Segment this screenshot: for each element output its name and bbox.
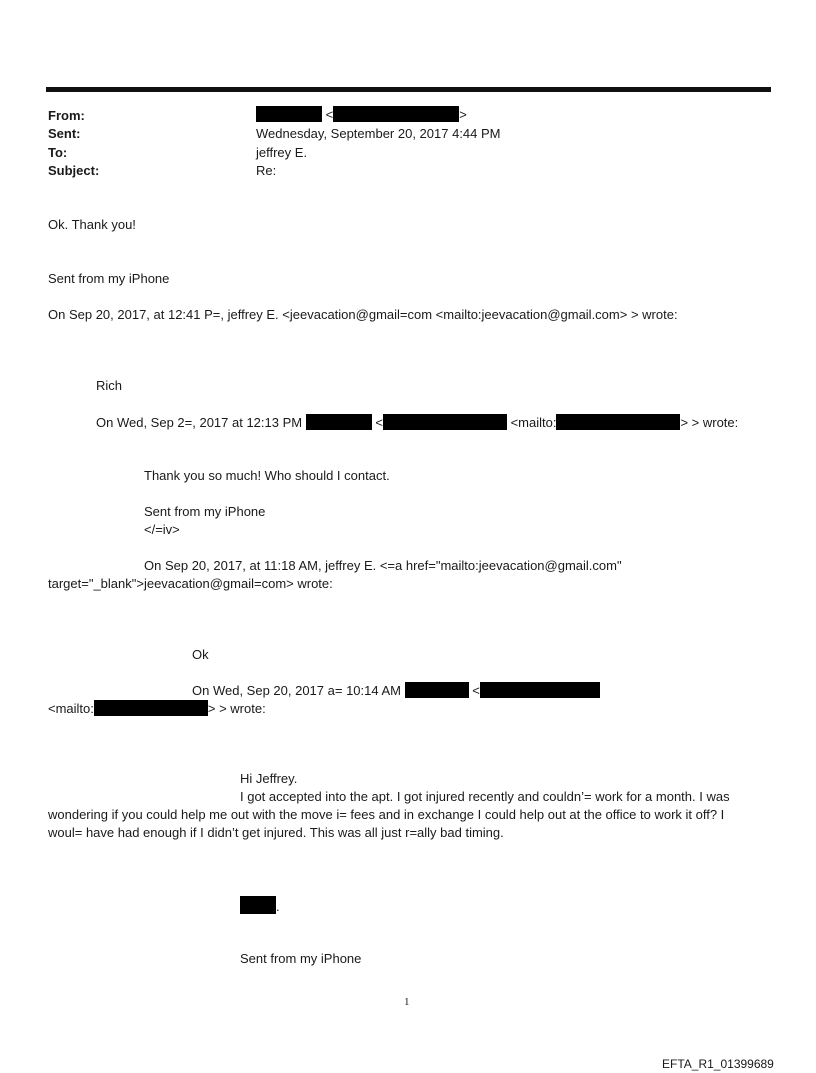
ok-text: Ok: [192, 647, 209, 662]
sent-label: Sent:: [48, 126, 81, 141]
quote-header-4-line1: On Wed, Sep 20, 2017 a= 10:14 AM <: [192, 682, 600, 698]
thanks-text: Thank you so much! Who should I contact.: [144, 468, 390, 483]
quote-header-3-line2: target="_blank">jeevacation@gmail=com> wrote:: [48, 576, 333, 591]
from-label: From:: [48, 108, 85, 123]
quote-header-2: On Wed, Sep 2=, 2017 at 12:13 PM < <mailto: > > wrote:: [96, 415, 739, 430]
redacted-name-2: [306, 414, 372, 430]
to-value: jeffrey E.: [256, 145, 308, 160]
div-tag-text: </=iv>: [144, 522, 180, 537]
signature-1: Sent from my iPhone: [48, 271, 170, 286]
signature-name-line: .: [240, 896, 280, 914]
redacted-mailto-2: [556, 414, 680, 430]
signature-2: Sent from my iPhone: [144, 504, 266, 519]
redacted-mailto-4: [94, 700, 208, 716]
sent-value: Wednesday, September 20, 2017 4:44 PM: [256, 126, 501, 141]
quote-header-3-line1: On Sep 20, 2017, at 11:18 AM, jeffrey E. <=a href="mailto:jeevacation@gmail.com": [144, 558, 622, 573]
redacted-sender-email: [333, 106, 459, 122]
redacted-sender-name: [256, 106, 322, 122]
paragraph-line-2: wondering if you could help me out with the move i= fees and in exchange I could help out at the office to work it off? I: [48, 807, 725, 822]
greeting-text: Hi Jeffrey.: [240, 771, 298, 786]
quote-header-1: On Sep 20, 2017, at 12:41 P=, jeffrey E. <jeevacation@gmail=com <mailto:jeevacation@gmail.com> > wrote:: [48, 307, 678, 322]
redacted-email-4: [480, 682, 600, 698]
signature-3: Sent from my iPhone: [240, 951, 362, 966]
to-label: To:: [48, 145, 68, 160]
reply-text: Ok. Thank you!: [48, 217, 136, 232]
rich-text: Rich: [96, 378, 123, 393]
from-value: < >: [256, 106, 467, 122]
subject-label: Subject:: [48, 163, 100, 178]
redacted-email-2: [383, 414, 507, 430]
redacted-name-4: [405, 682, 469, 698]
page-number: 1: [404, 996, 410, 1008]
paragraph-line-3: woul= have had enough if I didn’t get injured. This was all just r=ally bad timing.: [48, 825, 504, 840]
subject-value: Re:: [256, 163, 277, 178]
quote-header-4-line2: <mailto: > > wrote:: [48, 701, 266, 716]
document-id: EFTA_R1_01399689: [662, 1057, 774, 1071]
paragraph-line-1: I got accepted into the apt. I got injured recently and couldn’= work for a month. I was: [240, 789, 730, 804]
header-rule: [46, 87, 771, 92]
redacted-signature-name: [240, 896, 276, 914]
